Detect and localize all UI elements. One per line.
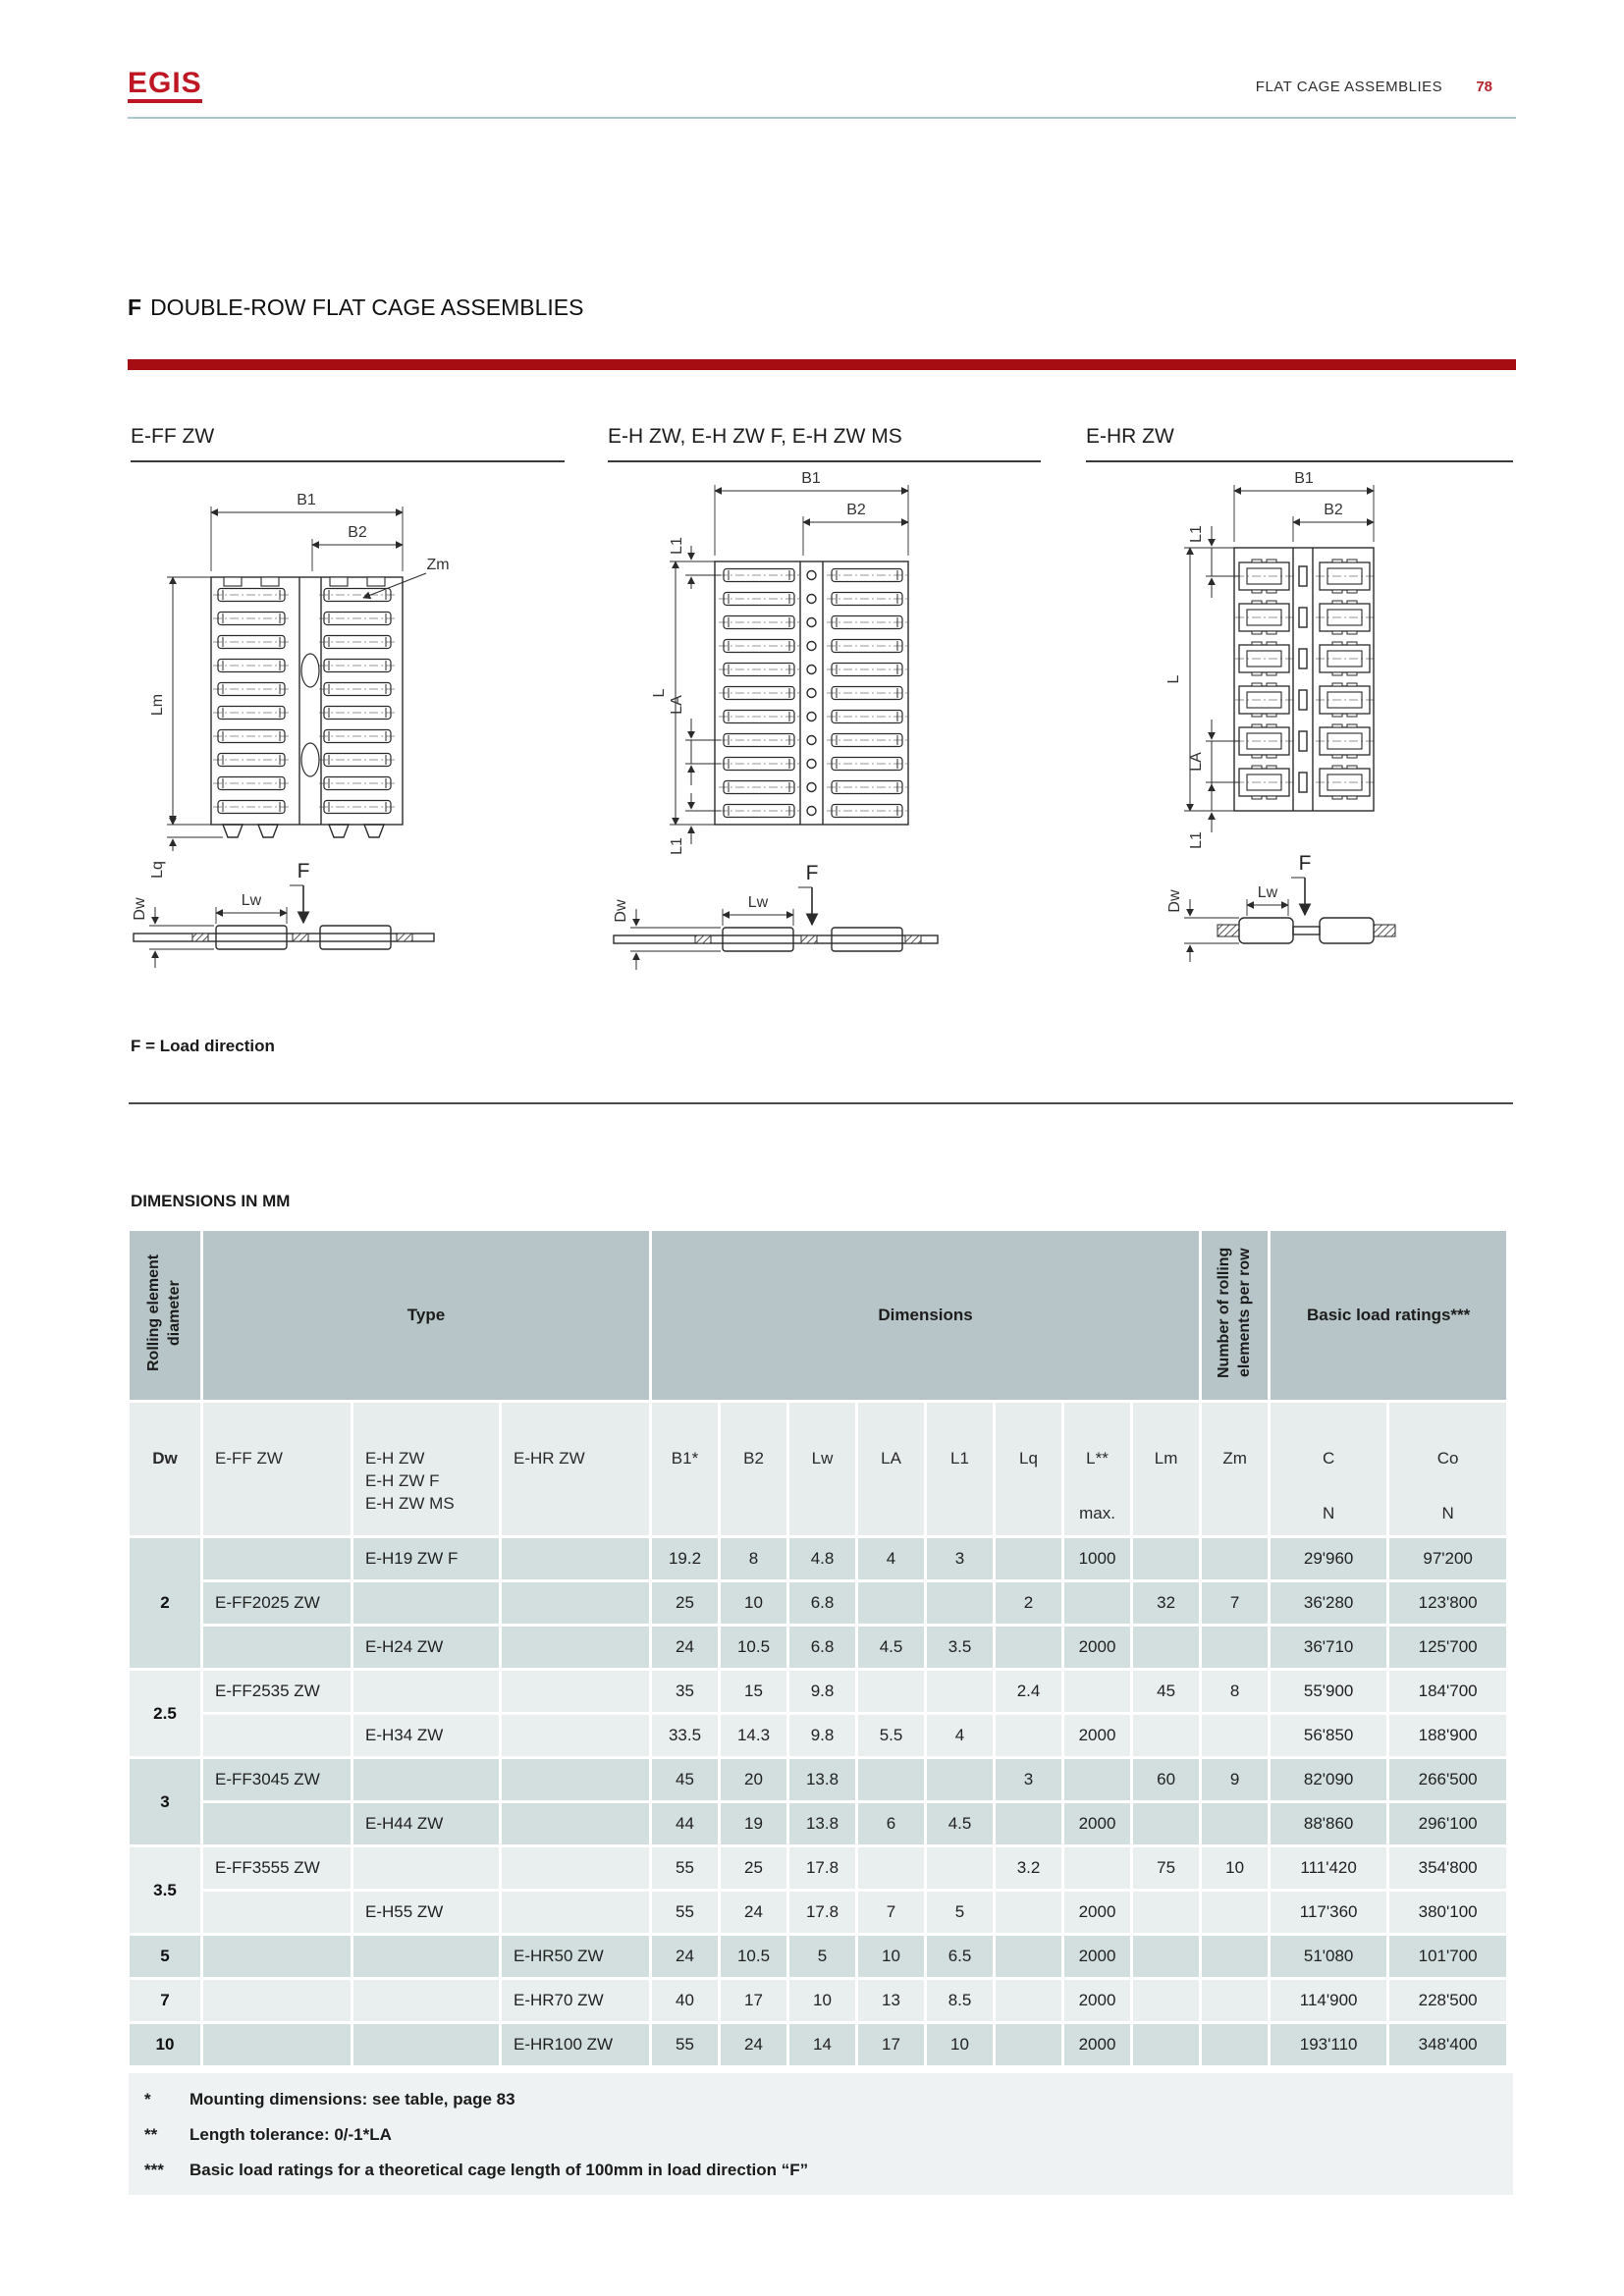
cell-zm [1202, 1980, 1268, 2021]
cell-eh [353, 1759, 499, 1800]
cell-b1: 55 [652, 1847, 718, 1889]
cell-la: 4 [858, 1538, 924, 1579]
dim-label-b2: B2 [846, 502, 866, 518]
cell-lq [996, 1892, 1061, 1933]
cell-eff: E-FF2025 ZW [203, 1582, 351, 1624]
cell-c: 51'080 [1271, 1936, 1386, 1977]
egis-logo: EGIS [128, 69, 202, 103]
dw-group-cell: 10 [130, 2024, 200, 2065]
cell-lq: 3.2 [996, 1847, 1061, 1889]
cell-l1 [927, 1671, 993, 1712]
sub-header-row [130, 1403, 1506, 1535]
cell-lq [996, 1538, 1061, 1579]
cell-b2: 10.5 [721, 1936, 786, 1977]
dim-label-b2: B2 [348, 524, 367, 541]
dim-label-lw: Lw [1257, 884, 1278, 901]
col-header-lw: Lw [789, 1403, 855, 1535]
group-header-rolling-element [130, 1231, 200, 1400]
cell-b1: 24 [652, 1936, 718, 1977]
dim-label-b2: B2 [1324, 502, 1343, 518]
page-title [128, 294, 583, 321]
cell-l1: 5 [927, 1892, 993, 1933]
cell-ehr [502, 1803, 649, 1844]
cell-co: 266'500 [1389, 1759, 1506, 1800]
cell-b2: 20 [721, 1759, 786, 1800]
cell-lm [1133, 1892, 1199, 1933]
cell-eh [353, 1980, 499, 2021]
dw-group-cell: 2 [130, 1538, 200, 1668]
cell-b2: 8 [721, 1538, 786, 1579]
dim-label-l1-bot: L1 [1188, 831, 1205, 849]
cell-ehr: E-HR50 ZW [502, 1936, 649, 1977]
table-row [130, 1759, 1506, 1800]
col-header-zm: Zm [1202, 1403, 1268, 1535]
cell-b1: 35 [652, 1671, 718, 1712]
table-row [130, 1847, 1506, 1889]
cell-l: 1000 [1064, 1538, 1130, 1579]
cell-b1: 33.5 [652, 1715, 718, 1756]
cell-eh [353, 1671, 499, 1712]
cell-c: 114'900 [1271, 1980, 1386, 2021]
cell-eh: E-H24 ZW [353, 1627, 499, 1668]
cell-ehr [502, 1715, 649, 1756]
cell-lw: 17.8 [789, 1847, 855, 1889]
cell-l: 2000 [1064, 1803, 1130, 1844]
col-header-lq: Lq [996, 1403, 1061, 1535]
section-divider [129, 1102, 1513, 1104]
cell-zm [1202, 1892, 1268, 1933]
cell-lw: 14 [789, 2024, 855, 2065]
cell-b2: 14.3 [721, 1715, 786, 1756]
cell-lm [1133, 1980, 1199, 2021]
cell-b1: 19.2 [652, 1538, 718, 1579]
cell-l: 2000 [1064, 1715, 1130, 1756]
footnote [129, 2121, 1513, 2148]
cell-co: 125'700 [1389, 1627, 1506, 1668]
cell-lq [996, 1936, 1061, 1977]
cell-eh [353, 1582, 499, 1624]
cell-l [1064, 1759, 1130, 1800]
cell-l1 [927, 1582, 993, 1624]
dw-group-cell: 7 [130, 1980, 200, 2021]
cell-ehr: E-HR100 ZW [502, 2024, 649, 2065]
cell-ehr [502, 1538, 649, 1579]
cell-zm [1202, 1715, 1268, 1756]
group-header-load-ratings: Basic load ratings*** [1271, 1231, 1506, 1400]
cell-l [1064, 1671, 1130, 1712]
cell-la: 6 [858, 1803, 924, 1844]
cell-lm: 60 [1133, 1759, 1199, 1800]
header-section-title: FLAT CAGE ASSEMBLIES [1255, 79, 1443, 95]
table-row [130, 1538, 1506, 1579]
cell-eff [203, 1892, 351, 1933]
cell-l [1064, 1847, 1130, 1889]
cell-lq [996, 1980, 1061, 2021]
cell-zm [1202, 1803, 1268, 1844]
cell-c: 88'860 [1271, 1803, 1386, 1844]
table-row [130, 2024, 1506, 2065]
cell-l: 2000 [1064, 1892, 1130, 1933]
cell-zm: 7 [1202, 1582, 1268, 1624]
cell-la: 10 [858, 1936, 924, 1977]
cell-ehr [502, 1847, 649, 1889]
dw-group-cell: 3 [130, 1759, 200, 1844]
footnote-marker: ** [144, 2125, 158, 2145]
cell-eh: E-H34 ZW [353, 1715, 499, 1756]
dim-label-dw: Dw [613, 899, 629, 923]
cell-b1: 25 [652, 1582, 718, 1624]
col-header-eh: E-H ZW E-H ZW F E-H ZW MS [353, 1403, 499, 1535]
load-direction-label: F [1298, 852, 1312, 875]
dim-label-lm: Lm [149, 693, 166, 717]
dim-label-dw: Dw [1166, 889, 1183, 913]
cell-lw: 17.8 [789, 1892, 855, 1933]
cell-c: 193'110 [1271, 2024, 1386, 2065]
footnote-marker: * [144, 2090, 151, 2109]
group-header-zm-label: Number of rolling elements per row [1215, 1247, 1253, 1379]
cell-lq [996, 1803, 1061, 1844]
cell-lm: 45 [1133, 1671, 1199, 1712]
cell-l1: 4 [927, 1715, 993, 1756]
page-header [982, 79, 1492, 95]
cell-lw: 13.8 [789, 1803, 855, 1844]
cell-ehr [502, 1671, 649, 1712]
dim-label-la: LA [669, 695, 685, 715]
cell-zm [1202, 2024, 1268, 2065]
cell-zm [1202, 1627, 1268, 1668]
cell-lq: 2.4 [996, 1671, 1061, 1712]
load-direction-label: F [805, 862, 819, 884]
cell-ehr [502, 1627, 649, 1668]
cell-la: 7 [858, 1892, 924, 1933]
title-text: DOUBLE-ROW FLAT CAGE ASSEMBLIES [150, 294, 584, 320]
cell-lq: 3 [996, 1759, 1061, 1800]
cell-lw: 6.8 [789, 1627, 855, 1668]
dw-group-cell: 2.5 [130, 1671, 200, 1756]
group-header-row [130, 1231, 1506, 1400]
cell-c: 111'420 [1271, 1847, 1386, 1889]
dim-label-l: L [1165, 674, 1182, 684]
cell-la: 4.5 [858, 1627, 924, 1668]
cell-b2: 24 [721, 2024, 786, 2065]
cell-eff [203, 1936, 351, 1977]
cell-eff [203, 2024, 351, 2065]
cell-la: 13 [858, 1980, 924, 2021]
col-header-dw: Dw [130, 1403, 200, 1535]
cell-eh [353, 1936, 499, 1977]
cell-b2: 10.5 [721, 1627, 786, 1668]
title-prefix: F [128, 294, 142, 320]
table-row [130, 1627, 1506, 1668]
cell-b1: 55 [652, 1892, 718, 1933]
cell-lq [996, 1715, 1061, 1756]
col-header-lm: Lm [1133, 1403, 1199, 1535]
diagram3-title: E-HR ZW [1086, 425, 1513, 462]
cell-la: 5.5 [858, 1715, 924, 1756]
cell-eh [353, 1847, 499, 1889]
cell-zm [1202, 1936, 1268, 1977]
cell-eff [203, 1715, 351, 1756]
cell-ehr [502, 1892, 649, 1933]
table-caption: DIMENSIONS IN MM [131, 1192, 291, 1210]
cell-c: 29'960 [1271, 1538, 1386, 1579]
col-header-co: Co N [1389, 1403, 1506, 1535]
cell-eff: E-FF3555 ZW [203, 1847, 351, 1889]
group-header-dimensions: Dimensions [652, 1231, 1199, 1400]
cell-lq [996, 1627, 1061, 1668]
cell-l: 2000 [1064, 1627, 1130, 1668]
dim-label-lw: Lw [241, 892, 262, 909]
cell-lq [996, 2024, 1061, 2065]
dim-label-b1: B1 [1294, 470, 1314, 487]
cell-lm [1133, 1803, 1199, 1844]
cell-l1: 3.5 [927, 1627, 993, 1668]
cell-lw: 4.8 [789, 1538, 855, 1579]
cell-co: 123'800 [1389, 1582, 1506, 1624]
table-row [130, 1980, 1506, 2021]
cell-b1: 24 [652, 1627, 718, 1668]
dim-label-l: L [651, 688, 668, 698]
col-header-l: L** max. [1064, 1403, 1130, 1535]
diagram1-title: E-FF ZW [131, 425, 565, 462]
cell-l1: 3 [927, 1538, 993, 1579]
cell-l: 2000 [1064, 2024, 1130, 2065]
cell-zm: 9 [1202, 1759, 1268, 1800]
cell-ehr [502, 1759, 649, 1800]
cell-la [858, 1759, 924, 1800]
dim-label-l1-top: L1 [1188, 525, 1205, 543]
cell-lw: 10 [789, 1980, 855, 2021]
cell-b2: 25 [721, 1847, 786, 1889]
cell-l [1064, 1582, 1130, 1624]
cell-lw: 9.8 [789, 1715, 855, 1756]
dim-label-dw: Dw [132, 897, 148, 921]
footnote [129, 2157, 1513, 2183]
cell-lw: 9.8 [789, 1671, 855, 1712]
diagram-e-hr-zw [1072, 450, 1524, 1029]
cell-co: 348'400 [1389, 2024, 1506, 2065]
cell-c: 117'360 [1271, 1892, 1386, 1933]
cell-c: 55'900 [1271, 1671, 1386, 1712]
cell-co: 228'500 [1389, 1980, 1506, 2021]
table-row [130, 1671, 1506, 1712]
cell-l1: 10 [927, 2024, 993, 2065]
cell-eh: E-H19 ZW F [353, 1538, 499, 1579]
cell-c: 82'090 [1271, 1759, 1386, 1800]
col-header-c: C N [1271, 1403, 1386, 1535]
table-row [130, 1936, 1506, 1977]
table-row [130, 1892, 1506, 1933]
cell-l1: 8.5 [927, 1980, 993, 2021]
col-header-b1: B1* [652, 1403, 718, 1535]
table-row [130, 1582, 1506, 1624]
dw-group-cell: 3.5 [130, 1847, 200, 1933]
cell-co: 380'100 [1389, 1892, 1506, 1933]
table-row [130, 1715, 1506, 1756]
cell-la: 17 [858, 2024, 924, 2065]
group-header-type: Type [203, 1231, 649, 1400]
diagram-e-h-zw [599, 450, 1060, 1029]
cell-l1: 6.5 [927, 1936, 993, 1977]
group-header-rolling-label: Rolling element diameter [145, 1254, 183, 1372]
dim-label-lq: Lq [149, 861, 166, 879]
cell-eff [203, 1980, 351, 2021]
cell-lm [1133, 1627, 1199, 1668]
dim-label-l1-bot: L1 [669, 837, 685, 855]
cell-b1: 40 [652, 1980, 718, 2021]
cell-l1 [927, 1847, 993, 1889]
dim-label-l1-top: L1 [669, 537, 685, 555]
load-direction-note: F = Load direction [131, 1037, 275, 1055]
col-header-b2: B2 [721, 1403, 786, 1535]
cell-co: 354'800 [1389, 1847, 1506, 1889]
cell-b2: 17 [721, 1980, 786, 2021]
cell-co: 97'200 [1389, 1538, 1506, 1579]
dim-label-b1: B1 [297, 492, 316, 508]
col-header-la: LA [858, 1403, 924, 1535]
header-rule [128, 117, 1516, 119]
footnote-text: Length tolerance: 0/-1*LA [189, 2125, 392, 2145]
cell-la [858, 1582, 924, 1624]
cell-b2: 10 [721, 1582, 786, 1624]
footnote [129, 2086, 1513, 2112]
cell-co: 101'700 [1389, 1936, 1506, 1977]
cell-lq: 2 [996, 1582, 1061, 1624]
cell-lm [1133, 1936, 1199, 1977]
cell-c: 56'850 [1271, 1715, 1386, 1756]
cell-c: 36'280 [1271, 1582, 1386, 1624]
cell-b1: 45 [652, 1759, 718, 1800]
group-header-elements-per-row [1202, 1231, 1268, 1400]
dim-label-zm: Zm [426, 557, 450, 573]
cell-la [858, 1671, 924, 1712]
col-header-l1: L1 [927, 1403, 993, 1535]
cell-b2: 15 [721, 1671, 786, 1712]
dimensions-table-body [130, 1538, 1506, 2065]
cell-c: 36'710 [1271, 1627, 1386, 1668]
col-header-eff: E-FF ZW [203, 1403, 351, 1535]
cell-l: 2000 [1064, 1936, 1130, 1977]
cell-lm [1133, 1715, 1199, 1756]
diagram2-title: E-H ZW, E-H ZW F, E-H ZW MS [608, 425, 1041, 462]
cell-zm [1202, 1538, 1268, 1579]
footnote-text: Basic load ratings for a theoretical cage length of 100mm in load direction “F” [189, 2161, 809, 2180]
cell-b1: 55 [652, 2024, 718, 2065]
cell-co: 188'900 [1389, 1715, 1506, 1756]
cell-l1: 4.5 [927, 1803, 993, 1844]
dim-label-lw: Lw [747, 894, 769, 911]
footnote-text: Mounting dimensions: see table, page 83 [189, 2090, 515, 2109]
cell-lm [1133, 1538, 1199, 1579]
cell-zm: 10 [1202, 1847, 1268, 1889]
dimensions-table [127, 1228, 1509, 2068]
cell-eh: E-H44 ZW [353, 1803, 499, 1844]
cell-la [858, 1847, 924, 1889]
cell-eh [353, 2024, 499, 2065]
accent-bar [128, 359, 1516, 370]
cell-l1 [927, 1759, 993, 1800]
cell-ehr [502, 1582, 649, 1624]
footnote-marker: *** [144, 2161, 164, 2180]
cell-eff [203, 1538, 351, 1579]
cell-b1: 44 [652, 1803, 718, 1844]
cell-lw: 13.8 [789, 1759, 855, 1800]
cell-lw: 6.8 [789, 1582, 855, 1624]
dim-label-b1: B1 [801, 470, 821, 487]
cell-co: 184'700 [1389, 1671, 1506, 1712]
cell-eff: E-FF2535 ZW [203, 1671, 351, 1712]
cell-lm: 32 [1133, 1582, 1199, 1624]
cell-eff [203, 1803, 351, 1844]
load-direction-label: F [297, 860, 310, 882]
cell-b2: 19 [721, 1803, 786, 1844]
cell-b2: 24 [721, 1892, 786, 1933]
cell-eh: E-H55 ZW [353, 1892, 499, 1933]
dim-label-la: LA [1188, 752, 1205, 772]
cell-eff [203, 1627, 351, 1668]
dw-group-cell: 5 [130, 1936, 200, 1977]
cell-eff: E-FF3045 ZW [203, 1759, 351, 1800]
cell-co: 296'100 [1389, 1803, 1506, 1844]
cell-lm: 75 [1133, 1847, 1199, 1889]
cell-lm [1133, 2024, 1199, 2065]
diagram-e-ff-zw [126, 469, 558, 1039]
footnotes-box [129, 2073, 1513, 2195]
cell-zm: 8 [1202, 1671, 1268, 1712]
col-header-ehr: E-HR ZW [502, 1403, 649, 1535]
header-page-number: 78 [1476, 79, 1492, 95]
table-row [130, 1803, 1506, 1844]
cell-l: 2000 [1064, 1980, 1130, 2021]
cell-ehr: E-HR70 ZW [502, 1980, 649, 2021]
cell-lw: 5 [789, 1936, 855, 1977]
